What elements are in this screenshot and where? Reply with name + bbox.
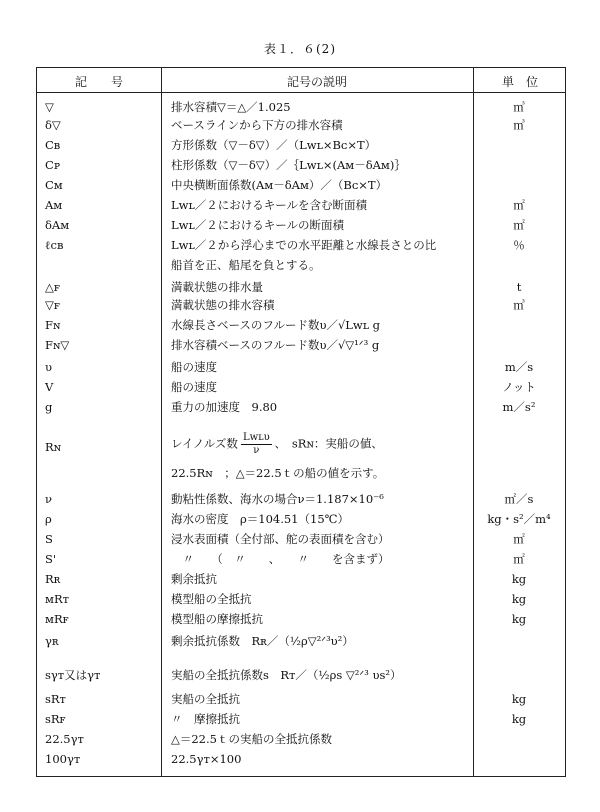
row-symbol: V	[45, 380, 54, 394]
row-description: 中央横断面係数(Aᴍ－δAᴍ）／（Bᴄ×T）	[171, 178, 388, 192]
row-description	[171, 432, 383, 457]
row-symbol: δAᴍ	[45, 218, 70, 232]
row-description: Lwʟ／２から浮心までの水平距離と水線長さとの比	[171, 238, 437, 252]
row-unit: ㎡	[513, 198, 525, 212]
row-unit: kg	[511, 572, 527, 586]
row-description: 船首を正、船尾を負とする。	[171, 258, 321, 272]
row-description: 模型船の摩擦抵抗	[171, 612, 263, 626]
row-description: ベースラインから下方の排水容積	[171, 118, 343, 132]
header-unit: 単 位	[501, 75, 538, 89]
row-description: 重力の加速度 9.80	[171, 400, 278, 414]
row-description: 22.5γᴛ×100	[171, 752, 242, 766]
row-description: 剰余抵抗係数 Rʀ／（½ρ▽²ᐟ³υ²）	[171, 634, 354, 648]
row-symbol: Cʙ	[45, 138, 61, 152]
row-symbol: ν	[45, 492, 52, 506]
row-symbol: υ	[45, 360, 52, 374]
row-symbol: Aᴍ	[45, 198, 63, 212]
header-divider	[37, 92, 565, 93]
row-description: 模型船の全抵抗	[171, 592, 252, 606]
row-description: 浸水表面積（全付部、舵の表面積を含む）	[171, 532, 390, 546]
row-symbol: γʀ	[45, 634, 59, 648]
row-unit: ㎡	[513, 218, 525, 232]
row-symbol: 22.5γᴛ	[45, 732, 84, 746]
row-unit: kg・s²／m⁴	[487, 512, 551, 526]
row-unit: ㎡	[513, 532, 525, 546]
row-description: 海水の密度 ρ＝104.51（15℃）	[171, 512, 349, 526]
row-unit: kg	[511, 612, 527, 626]
row-description: 船の速度	[171, 360, 217, 374]
row-symbol: S	[45, 532, 53, 546]
row-symbol: ρ	[45, 512, 52, 526]
row-symbol: ▽	[45, 100, 54, 114]
row-description: 方形係数（▽－δ▽）／（Lwʟ×Bᴄ×T）	[171, 138, 377, 152]
row-symbol: sγᴛ又はγᴛ	[45, 668, 101, 682]
row-description: Lwʟ／２におけるキールを含む断面積	[171, 198, 367, 212]
row-description: 満載状態の排水量	[171, 280, 263, 294]
row-unit: ㎥	[513, 100, 525, 114]
row-unit: m／s	[504, 360, 534, 374]
row-symbol: Cᴘ	[45, 158, 61, 172]
row-unit: ㎥	[513, 118, 525, 132]
fraction	[241, 432, 272, 457]
row-unit: ㎡／s	[504, 492, 534, 506]
row-symbol: ᴍRꜰ	[45, 612, 69, 626]
row-unit: m／s²	[502, 400, 536, 414]
row-description: 動粘性係数、海水の場合ν＝1.187×10⁻⁶	[171, 492, 384, 506]
row-description: 排水容積▽＝△／1.025	[171, 100, 291, 114]
row-unit: ％	[513, 238, 525, 252]
header-symbol: 記 号	[74, 75, 123, 89]
row-symbol: S'	[45, 552, 57, 566]
row-symbol: Rɴ	[45, 440, 62, 454]
fraction-denominator: ν	[253, 445, 260, 456]
row-unit: kg	[511, 692, 527, 706]
row-description: 柱形係数（▽－δ▽）／｛Lwʟ×(Aᴍ－δAᴍ)｝	[171, 158, 406, 172]
row-description: 実船の全抵抗係数s Rᴛ／（½ρs ▽²ᐟ³ υs²）	[171, 668, 402, 682]
row-description: 水線長さベースのフルード数υ／√Lwʟ g	[171, 318, 381, 332]
row-description: △＝22.5ｔの実船の全抵抗係数	[171, 732, 332, 746]
row-description: 船の速度	[171, 380, 217, 394]
fraction-numerator: Lwʟυ	[242, 432, 270, 443]
column-divider	[473, 68, 474, 776]
row-description: 剰余抵抗	[171, 572, 217, 586]
row-symbol: Fɴ	[45, 318, 61, 332]
column-divider	[161, 68, 162, 776]
row-symbol: ℓcʙ	[45, 238, 64, 252]
row-symbol: sRꜰ	[45, 712, 66, 726]
row-unit: ㎡	[513, 552, 525, 566]
row-symbol: 100γᴛ	[45, 752, 81, 766]
description-suffix: 、 sRɴ：実船の値、	[274, 436, 383, 451]
row-symbol: Fɴ▽	[45, 338, 70, 352]
row-symbol: ᴍRᴛ	[45, 592, 69, 606]
row-symbol: △ꜰ	[45, 280, 60, 294]
row-description: 満載状態の排水容積	[171, 298, 275, 312]
row-description: 〃 （ 〃 、 〃 を含まず）	[171, 552, 390, 566]
row-symbol: g	[45, 400, 53, 414]
header-description: 記号の説明	[286, 75, 347, 89]
row-description: 実船の全抵抗	[171, 692, 240, 706]
row-symbol: δ▽	[45, 118, 61, 132]
row-symbol: Rʀ	[45, 572, 61, 586]
row-unit: ノット	[502, 380, 536, 394]
row-description: 排水容積ベースのフルード数υ／√▽¹ᐟ³ g	[171, 338, 380, 352]
description-prefix: レイノルズ数	[171, 436, 238, 451]
row-description: Lwʟ／２におけるキールの断面積	[171, 218, 344, 232]
symbol-table	[36, 67, 566, 777]
row-symbol: sRᴛ	[45, 692, 66, 706]
row-unit: kg	[511, 592, 527, 606]
row-unit: t	[516, 280, 522, 294]
row-description: 〃 摩擦抵抗	[171, 712, 240, 726]
row-description: 22.5Rɴ ；△＝22.5ｔの船の値を示す。	[171, 466, 385, 480]
row-symbol: Cᴍ	[45, 178, 63, 192]
row-symbol: ▽ꜰ	[45, 298, 60, 312]
table-title: 表１．６(2)	[264, 42, 336, 56]
row-unit: ㎥	[513, 298, 525, 312]
row-unit: kg	[511, 712, 527, 726]
